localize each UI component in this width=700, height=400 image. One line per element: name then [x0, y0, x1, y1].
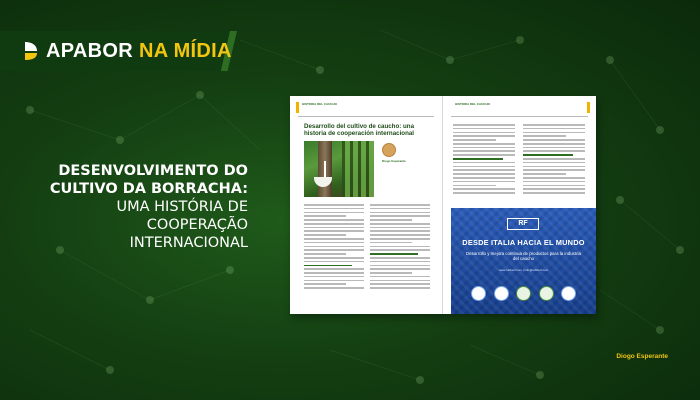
- plantation-rows: [342, 141, 374, 197]
- page-header: [455, 102, 490, 106]
- eco-badge-icon: [516, 286, 531, 301]
- apabor-leaf-icon: [22, 40, 40, 62]
- author-box: [382, 143, 432, 163]
- recycle-badge-icon: [539, 286, 554, 301]
- page-tab: [296, 102, 299, 113]
- text-column: [304, 204, 364, 291]
- quality-badge-icon: [561, 286, 576, 301]
- brand-name: APABOR: [46, 39, 133, 62]
- text-column: [453, 124, 515, 196]
- ad-subtitle: Desarrollo y mejora continua de productos para la industria del caucho: [466, 251, 581, 262]
- header-rule: [298, 116, 434, 117]
- text-column: [523, 124, 585, 196]
- page-header: [302, 102, 337, 106]
- headline-line: COOPERAÇÃO: [146, 217, 248, 233]
- headline-line: CULTIVO DA BORRACHA:: [49, 181, 248, 197]
- page-section: HISTORIA DEL CAUCHO: [302, 102, 337, 106]
- article-title: Desarrollo del cultivo de caucho: una historia de cooperación internacional: [304, 123, 415, 138]
- certification-badges: [471, 286, 576, 301]
- rubber-tree-photo: [304, 141, 374, 197]
- latex-drip: [324, 161, 326, 177]
- magazine-spread: [290, 96, 596, 314]
- ad-logo: RF: [507, 218, 539, 230]
- author-avatar: [382, 143, 396, 157]
- headline: [38, 162, 248, 252]
- brand-logo: [22, 36, 232, 66]
- ad-url: www.rubberf.com | info@rubberf.com: [498, 268, 549, 272]
- headline-line: INTERNACIONAL: [129, 235, 248, 251]
- page-section: HISTORIA DEL CAUCHO: [455, 102, 490, 106]
- brand-tag: NA MÍDIA: [139, 39, 232, 62]
- magazine-right-page: [443, 96, 596, 314]
- advertisement: [451, 208, 596, 314]
- page-tab: [587, 102, 590, 113]
- iso-badge-icon: [471, 286, 486, 301]
- headline-line: DESENVOLVIMENTO DO: [58, 163, 248, 179]
- text-column: [370, 204, 430, 291]
- author-name: Diogo Esperante: [382, 159, 406, 163]
- photo-credit: Diogo Esperante: [616, 353, 668, 360]
- headline-line: UMA HISTÓRIA DE: [116, 199, 248, 215]
- header-rule: [451, 116, 588, 117]
- ad-title: DESDE ITALIA HACIA EL MUNDO: [462, 238, 585, 247]
- magazine-left-page: [290, 96, 443, 314]
- certification-badge-icon: [494, 286, 509, 301]
